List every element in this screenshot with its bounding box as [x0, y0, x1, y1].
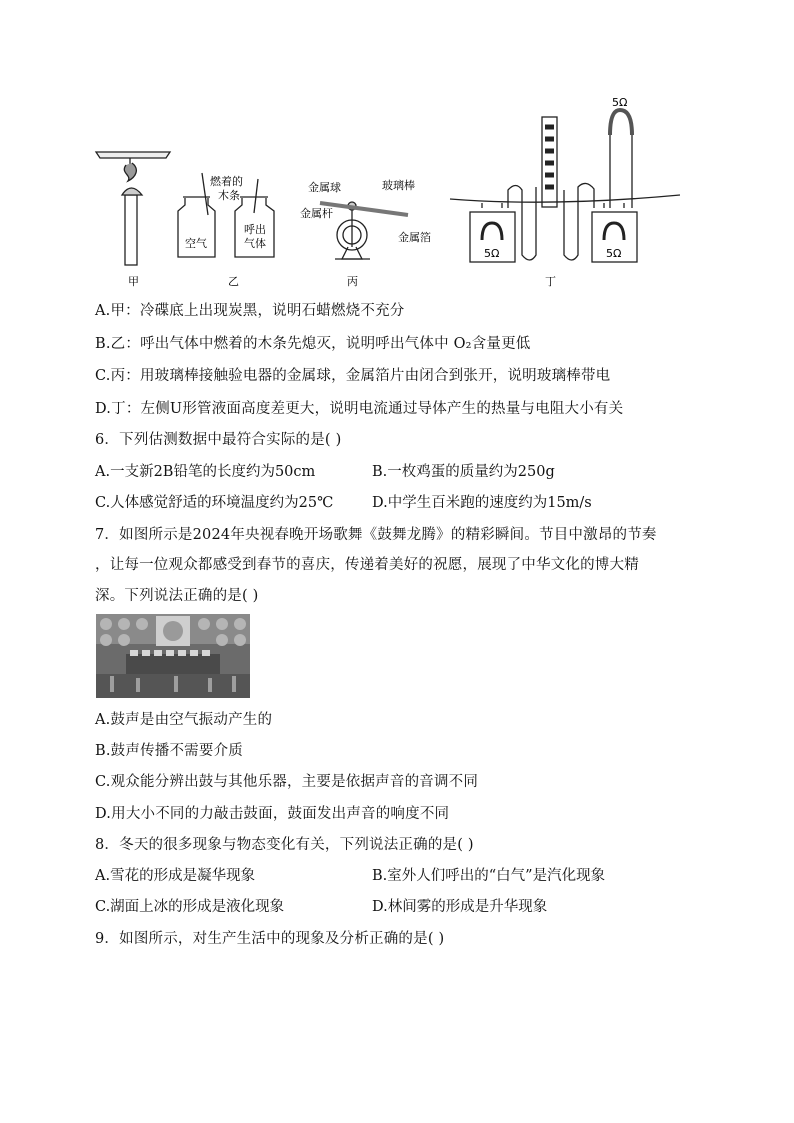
q5-option-c: C.丙：用玻璃棒接触验电器的金属球，金属箔片由闭合到张开，说明玻璃棒带电 — [95, 368, 611, 384]
label-r-right: 5Ω — [606, 247, 622, 260]
label-air: 空气 — [185, 237, 207, 250]
q5-option-a: A.甲：冷碟底上出现炭黑，说明石蜡燃烧不充分 — [95, 303, 405, 319]
caption-bing: 丙 — [347, 275, 358, 288]
q7-option-c: C.观众能分辨出鼓与其他乐器，主要是依据声音的音调不同 — [95, 774, 479, 790]
label-metal-ball: 金属球 — [308, 181, 341, 194]
q8-option-a: A.雪花的形成是凝华现象 — [95, 868, 256, 884]
q5-option-b: B.乙：呼出气体中燃着的木条先熄灭，说明呼出气体中 O₂含量更低 — [95, 336, 531, 352]
q6-option-d: D.中学生百米跑的速度约为15m/s — [372, 495, 592, 511]
q7-option-b: B.鼓声传播不需要介质 — [95, 743, 243, 759]
q7-stem-line3: 深。下列说法正确的是( ) — [95, 588, 259, 604]
experiment-figure — [90, 95, 690, 295]
electroscope-diagram — [320, 202, 408, 259]
label-r-left: 5Ω — [484, 247, 500, 260]
caption-ding: 丁 — [545, 275, 556, 288]
label-burning-stick-1: 燃着的 — [210, 175, 243, 188]
q6-option-b: B.一枚鸡蛋的质量约为250g — [372, 464, 555, 480]
caption-yi: 乙 — [228, 275, 239, 288]
q7-stem-line2: ，让每一位观众都感受到春节的喜庆，传递着美好的祝愿，展现了中华文化的博大精 — [95, 557, 639, 573]
q8-option-c: C.湖面上冰的形成是液化现象 — [95, 899, 285, 915]
q6-option-a: A.一支新2B铅笔的长度约为50cm — [95, 464, 316, 480]
q7-option-a: A.鼓声是由空气振动产生的 — [95, 712, 273, 728]
q5-option-d: D.丁：左侧U形管液面高度差更大，说明电流通过导体产生的热量与电阻大小有关 — [95, 401, 624, 417]
label-glass-rod: 玻璃棒 — [382, 179, 415, 192]
label-r-top: 5Ω — [612, 96, 628, 109]
q9-stem: 9．如图所示，对生产生活中的现象及分析正确的是( ) — [95, 931, 445, 947]
label-exhaled-1: 呼出 — [244, 223, 266, 236]
joule-heating-diagram — [450, 110, 680, 262]
q6-stem: 6．下列估测数据中最符合实际的是( ) — [95, 432, 342, 448]
q8-stem: 8．冬天的很多现象与物态变化有关，下列说法正确的是( ) — [95, 837, 474, 853]
drum-performance-photo — [96, 614, 250, 698]
q7-stem-line1: 7．如图所示是2024年央视春晚开场歌舞《鼓舞龙腾》的精彩瞬间。节目中激昂的节奏 — [95, 527, 657, 543]
label-burning-stick-2: 木条 — [218, 189, 240, 202]
q8-option-b: B.室外人们呼出的“白气”是汽化现象 — [372, 868, 606, 884]
label-metal-foil: 金属箔 — [398, 231, 431, 244]
q7-option-d: D.用大小不同的力敲击鼓面，鼓面发出声音的响度不同 — [95, 806, 450, 822]
label-exhaled-2: 气体 — [244, 237, 266, 250]
q8-option-d: D.林间雾的形成是升华现象 — [372, 899, 548, 915]
label-metal-rod: 金属杆 — [300, 207, 333, 220]
candle-plate-diagram — [96, 152, 170, 265]
q6-option-c: C.人体感觉舒适的环境温度约为25℃ — [95, 495, 334, 511]
caption-jia: 甲 — [128, 275, 139, 288]
